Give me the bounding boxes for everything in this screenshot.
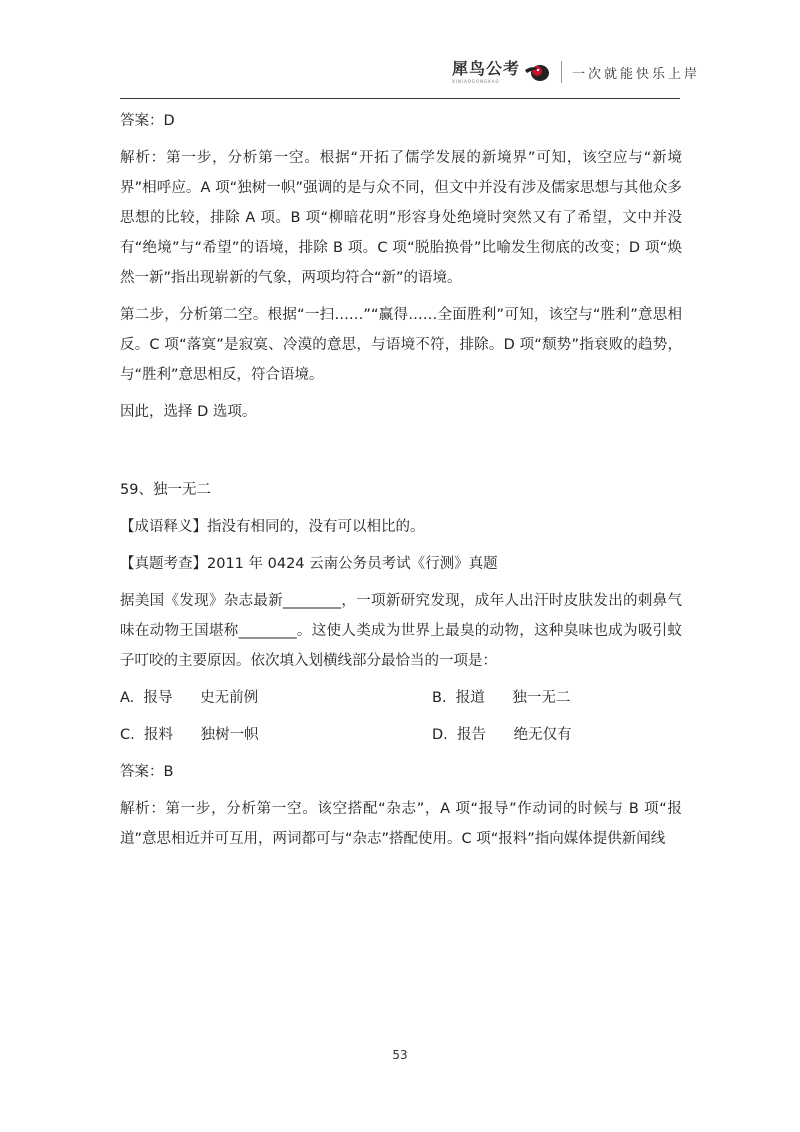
hornbill-logo-icon (523, 61, 553, 83)
analysis-58-conclusion: 因此，选择 D 选项。 (120, 404, 257, 420)
question-59-title: 59、独一无二 (120, 482, 211, 498)
brand-name: 犀鸟公考 (452, 59, 521, 78)
analysis-58-step1: 解析：第一步，分析第一空。根据“开拓了儒学发展的新境界”可知，该空应与“新境界”相呼应。A 项“独树一帜”强调的是与众不同，但文中并没有涉及儒家思想与其他众多思想的比较，排除 A 项。B 项“柳暗花明”形容身处绝境时突然又有了希望，文中并没有“绝境”与“希望”的语境，排除 B 项。C 项“脱胎换骨”比喻发生彻底的改变；D 项“焕然一新”指出现崭新的气象，两项均符合“新”的语境。 (120, 150, 682, 286)
answer-59: 答案：B (120, 764, 174, 780)
answer-58: 答案：D (120, 113, 175, 129)
header-logo (452, 60, 700, 84)
brand-subtitle: XINIAOGONGKAO (452, 79, 500, 84)
header-separator (561, 61, 562, 83)
page-number: 53 (392, 1048, 408, 1062)
page-content (120, 106, 682, 861)
header-rule (120, 98, 680, 99)
options-row-2 (120, 720, 682, 750)
analysis-58-step2: 第二步，分析第二空。根据“一扫……”“赢得……全面胜利”可知，该空与“胜利”意思相反。C 项“落寞”是寂寞、冷漠的意思，与语境不符，排除。D 项“颓势”指衰败的趋势，与“胜利”意思相反，符合语境。 (120, 307, 682, 383)
brand-block (452, 60, 520, 84)
analysis-59: 解析：第一步，分析第一空。该空搭配“杂志”，A 项“报导”作动词的时候与 B 项“报道”意思相近并可互用，两词都可与“杂志”搭配使用。C 项“报料”指向媒体提供新闻线 (120, 801, 682, 847)
option-c: C. 报料 独树一帜 (120, 727, 259, 743)
option-b: B. 报道 独一无二 (432, 690, 571, 706)
section-gap (120, 427, 682, 475)
idiom-meaning: 【成语释义】指没有相同的，没有可以相比的。 (120, 519, 425, 535)
option-a: A. 报导 史无前例 (120, 690, 259, 706)
exam-source: 【真题考查】2011 年 0424 云南公务员考试《行测》真题 (120, 556, 498, 572)
question-59-stem: 据美国《发现》杂志最新________，一项新研究发现，成年人出汗时皮肤发出的刺鼻气味在动物王国堪称________。这使人类成为世界上最臭的动物，这种臭味也成为吸引蚊子叮咬的主要原因。依次填入划横线部分最恰当的一项是： (120, 593, 682, 669)
options-row-1 (120, 683, 682, 713)
header-slogan: 一次就能快乐上岸 (572, 66, 701, 82)
option-d: D. 报告 绝无仅有 (432, 727, 572, 743)
